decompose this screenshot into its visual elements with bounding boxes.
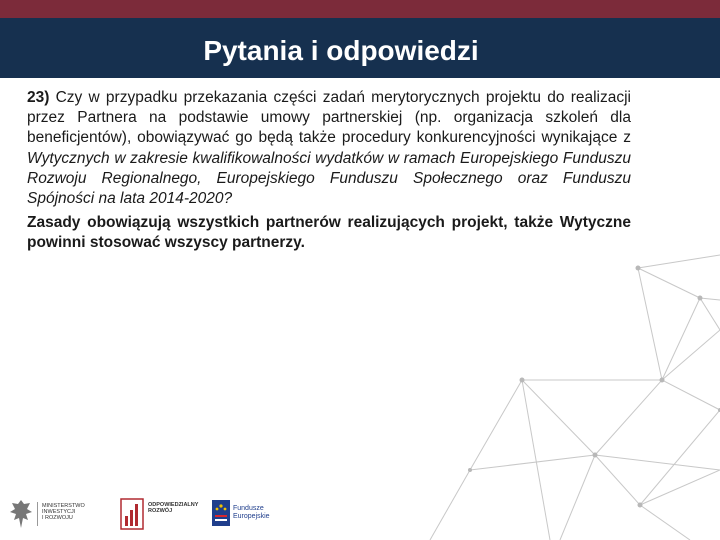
fundusze-line2: Europejskie (233, 513, 270, 520)
slide-title: Pytania i odpowiedzi (203, 35, 479, 66)
odpowiedzialny-logo-text (148, 502, 198, 514)
polish-eagle-icon (8, 498, 34, 530)
question-italic-text: Wytycznych w zakresie kwalifikowalności wydatków w ramach Europejskiego Funduszu Rozwoju Regionalnego, Europejskiego Funduszu Społecznego oraz Funduszu Spójności na lata 2014-2020? (27, 149, 631, 208)
question-text: Czy w przypadku przekazania części zadań merytorycznych projektu do realizacji przez Partnera na podstawie umowy partnerskiej (np. organizacja szkoleń dla beneficjentów), obowiązywać go będą także procedury konkurencyjności wynikające z (27, 89, 631, 147)
ministry-divider (37, 502, 38, 526)
answer-paragraph: Zasady obowiązują wszystkich partnerów realizujących projekt, także Wytyczne powinni stosować wszyscy partnerzy. (27, 214, 631, 252)
ministry-line1: MINISTERSTWO (42, 503, 85, 509)
ministry-line2: INWESTYCJI (42, 509, 76, 515)
ministry-line3: I ROZWOJU (42, 515, 73, 521)
fundusze-line1: Fundusze (233, 505, 264, 512)
question-number: 23) (27, 89, 50, 106)
slide-content (27, 88, 631, 254)
odpowiedzialny-line1: ODPOWIEDZIALNY (148, 502, 199, 508)
question-paragraph (27, 88, 631, 209)
odpowiedzialny-line2: ROZWÓJ (148, 508, 173, 514)
fundusze-europejskie-icon (212, 500, 230, 526)
odpowiedzialny-rozwoj-icon (120, 498, 144, 530)
fundusze-logo-text (233, 505, 270, 521)
footer-logos (0, 488, 300, 540)
ministry-logo-text (42, 503, 85, 521)
